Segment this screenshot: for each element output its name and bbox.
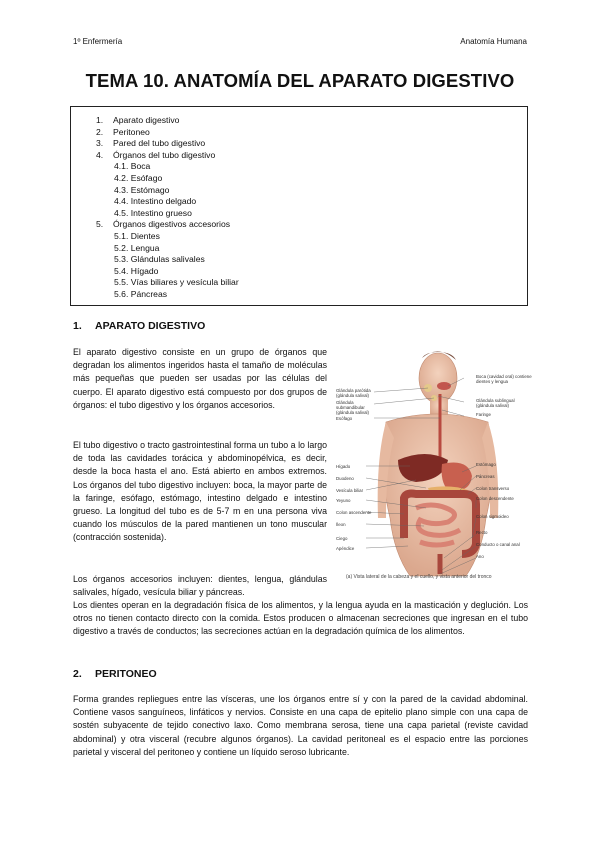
figure-label: Colon descendente [476,496,514,501]
toc-item-number: 5.3. [114,254,129,265]
toc-item-label: Glándulas salivales [130,254,205,265]
toc-item-number: 5.6. [114,288,129,299]
toc-item-number: 4.5. [114,207,129,218]
toc-item-label: Páncreas [130,288,168,299]
toc-item-label: Intestino grueso [130,207,192,218]
figure-label: Íleon [336,522,346,527]
toc-item-number: 2. [96,126,104,137]
toc-item-number: 4. [96,149,104,160]
figure-label: Apéndice [336,546,355,551]
figure-label: Estómago [476,462,496,467]
toc-item [71,185,527,197]
toc-item [71,115,527,127]
figure-label: Colon ascendente [336,510,372,515]
toc-item-label: Esófago [130,172,163,183]
toc-item [71,254,527,266]
toc-item [71,173,527,185]
toc-item-number: 5.4. [114,265,129,276]
figure-label: Colon sigmoideo [476,514,509,519]
toc-item-label: Hígado [130,265,159,276]
section-2-heading [73,668,157,680]
toc-item [71,219,527,231]
figure-caption: (a) Vista lateral de la cabeza y el cuello, y vista anterior del tronco [346,574,492,580]
toc-item-label: Órganos del tubo digestivo [113,149,216,160]
toc-item [71,150,527,162]
toc-item [71,243,527,255]
toc-item-label: Intestino delgado [130,196,197,207]
toc-item [71,208,527,220]
paragraph: Los dientes operan en la degradación física de los alimentos, y la lengua ayuda en la masticación y deglución. Los otros no tienen contacto directo con la comida. Estos producen o almacenan secreciones que ingresan en el tubo digestivo a través de conductos; las secreciones actúan en la degradación química de los alimentos. [73,600,528,637]
figure-label: Glándula sublingual (glándula salival) [476,398,515,408]
toc-item-label: Órganos digestivos accesorios [113,219,231,230]
toc-item-number: 5. [96,219,104,230]
figure-label: Conducto o canal anal [476,542,520,547]
section-title: APARATO DIGESTIVO [95,320,206,332]
toc-item-label: Estómago [130,184,170,195]
toc-item [71,277,527,289]
toc-item-label: Dientes [130,230,160,241]
section-title: PERITONEO [95,668,157,680]
toc-item [71,289,527,301]
toc-item-number: 4.4. [114,196,129,207]
toc-item-label: Aparato digestivo [113,115,180,125]
figure-label: Faringe [476,412,491,417]
toc-item [71,138,527,150]
toc-item-number: 5.1. [114,230,129,241]
toc-item-number: 4.3. [114,184,129,195]
figure-label: Duodeno [336,476,354,481]
toc-item-label: Vías biliares y vesícula biliar [130,277,239,288]
figure-label: Hígado [336,464,351,469]
paragraph: El tubo digestivo o tracto gastrointestinal forma un tubo a lo largo de toda las cavidades torácica y abdominopélvica, es decir, desde la boca hasta el ano. Está abierto en ambos extremos. Los órganos del tubo digestivo incluyen: boca, la mayor parte de la faringe, esófago, estómago, intestino delgado e intestino grueso. La longitud del tubo es de 5-7 m en una persona viva cuando los músculos de la pared mantienen un tono muscular (contracción sostenida). [73,440,327,543]
toc-list [71,115,527,301]
paragraph: Los órganos accesorios incluyen: dientes, lengua, glándulas salivales, hígado, vesícula biliar y páncreas. [73,574,327,598]
paragraph: El aparato digestivo consiste en un grupo de órganos que degradan los alimentos ingeridos hasta el tamaño de moléculas más pequeñas que pueden ser usadas por las células del cuerpo. El aparato digestivo está compuesto por dos grupos de órganos: el tubo digestivo y los órganos accesorios. [73,347,327,410]
figure-label: Vesícula biliar [336,488,364,493]
toc-item-number: 3. [96,138,104,149]
figure-label: Esófago [336,416,353,421]
section-number: 1. [73,320,82,332]
section-number: 2. [73,668,82,680]
toc-item-label: Peritoneo [113,126,150,137]
table-of-contents [70,106,528,306]
header-subject: Anatomía Humana [460,37,527,46]
figure-label: Páncreas [476,474,495,479]
figure-label: Boca (cavidad oral) contiene dientes y lengua [476,374,532,384]
toc-item-label: Lengua [130,242,160,253]
digestive-system-figure [336,348,532,584]
paragraph: Forma grandes repliegues entre las vísceras, une los órganos entre sí y con la pared de la cavidad abdominal. Contiene vasos sanguíneos, linfáticos y nervios. Consiste en una capa de epitelio plano simple con una capa de sostén subyacente de tejido conectivo laxo. Como membrana serosa, tiene una capa parietal (reviste cavidad abdominal) y otra visceral (recubre algunos órganos). La cavidad peritoneal es el espacio entre las porciones parietal y visceral del peritoneo y contiene un líquido seroso lubricante. [73,694,528,757]
toc-item-number: 5.5. [114,277,129,288]
toc-item-number: 4.1. [114,161,129,172]
toc-item-number: 4.2. [114,172,129,183]
toc-item [71,266,527,278]
page-title: TEMA 10. ANATOMÍA DEL APARATO DIGESTIVO [85,70,515,91]
figure-label: Glándula parótida (glándula salival) [336,388,371,398]
toc-item-label: Boca [130,161,151,172]
section-1-heading [73,320,205,332]
toc-item [71,196,527,208]
toc-item-number: 1. [96,115,104,125]
figure-label: Colon transverso [476,486,510,491]
figure-label: Glándula submandibular (glándula salival) [336,400,369,415]
header-course: 1º Enfermería [73,37,123,46]
figure-label: Ano [476,554,484,559]
toc-item [71,161,527,173]
toc-item [71,231,527,243]
toc-item [71,127,527,139]
toc-item-label: Pared del tubo digestivo [113,138,206,149]
figure-label: Recto [476,530,488,535]
figure-label: Ciego [336,536,348,541]
figure-label: Yeyuno [336,498,351,503]
toc-item-number: 5.2. [114,242,129,253]
